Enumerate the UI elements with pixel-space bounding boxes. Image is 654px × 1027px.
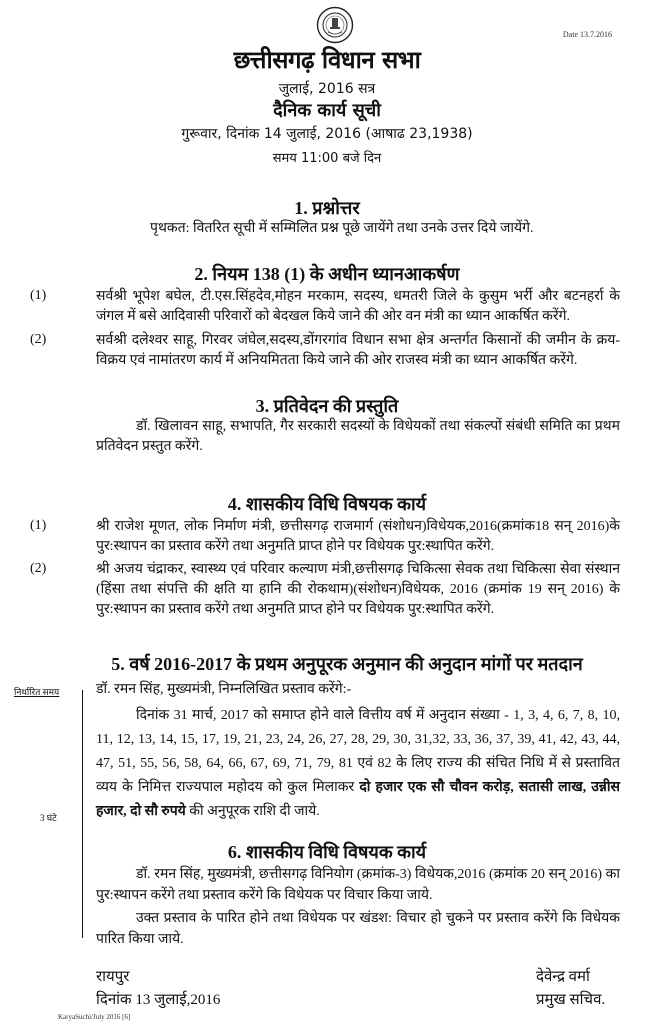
section-5-mover: डॉ. रमन सिंह, मुख्यमंत्री, निम्नलिखित प्रस्ताव करेंगे:- (96, 682, 352, 697)
allotted-time-label: निर्धारित समय (14, 687, 60, 697)
assembly-seal-icon (316, 6, 354, 44)
allotted-hours: 3 घंटे (40, 813, 57, 823)
grant-text: दिनांक 31 मार्च, 2017 को समाप्त होने वाले वित्तीय वर्ष में अनुदान संख्या - 1, 3, 4, 6, 7, 8, 10, 11, 12, 13, 14, 15, 17, 19, 21, 23, 24, 26, 27, 28, 29, 30, 31,32, 33, 36, 37, 39, 41, 42, 43, 44, 47, 51, 55, 56, 58, 64, 66, 67, 69, 71, 79, 81 एवं 82 के लिए राज्य की संचित निधि में से प्रस्तावित व्यय के निमित्त राज्यपाल महोदय को कुल मिलाकर (96, 708, 620, 795)
document-subtitle: दैनिक कार्य सूची (273, 100, 381, 121)
section-3-heading: 3. प्रतिवेदन की प्रस्तुति (255, 396, 399, 416)
grant-amount: दो हजार एक सौ चौवन करोड़, सतासी लाख, उन्नीस हजार, दो सौ रुपये (96, 780, 620, 819)
place: रायपुर (96, 969, 130, 985)
page-title: छत्तीसगढ़ विधान सभा (233, 46, 421, 74)
section-4-item-2: श्री अजय चंद्राकर, स्वास्थ्य एवं परिवार कल्याण मंत्री,छत्तीसगढ़ चिकित्सा सेवक तथा चिकित्सा सेवा संस्थान (हिंसा तथा संपत्ति की क्षति या हानि की रोकथाम)(संशोधन)विधेयक, 2016 (क्रमांक 19 सन् 2016) के पुर:स्थापन का प्रस्ताव करेंगे तथा अनुमति प्राप्त होने पर विधेयक पुर:स्थापित करेंगे. (96, 562, 620, 617)
section-6-heading: 6. शासकीय विधि विषयक कार्य (227, 842, 427, 862)
section-1-heading: 1. प्रश्नोत्तर (294, 198, 360, 218)
section-4-heading: 4. शासकीय विधि विषयक कार्य (227, 494, 427, 514)
meeting-time: समय 11:00 बजे दिन (272, 151, 382, 166)
section-5-text (96, 704, 620, 824)
section-3-text: डॉ. खिलावन साहू, सभापति, गैर सरकारी सदस्यों के विधेयकों तथा संकल्पों संबंधी समिति का प्रथम प्रतिवेदन प्रस्तुत करेंगे. (96, 419, 620, 454)
item-number: (1) (30, 518, 47, 533)
section-4-item-1: श्री राजेश मूणत, लोक निर्माण मंत्री, छत्तीसगढ़ राजमार्ग (संशोधन)विधेयक,2016(क्रमांक18 सन् 2016)के पुर:स्थापन का प्रस्ताव करेंगे तथा अनुमति प्राप्त होने पर विधेयक पुर:स्थापित करेंगे. (96, 519, 620, 554)
section-2-item-1: सर्वश्री भूपेश बघेल, टी.एस.सिंहदेव,मोहन मरकाम, सदस्य, धमतरी जिले के कुसुम भर्री और बटनहर्रा के जंगल में बसे आदिवासी परिवारों को बेदखल किये जाने की ओर वन मंत्री का ध्यान आकर्षित करेंगे. (96, 289, 620, 324)
section-1-text: पृथकत: वितरित सूची में सम्मिलित प्रश्न पूछे जायेंगे तथा उनके उत्तर दिये जायेंगे. (150, 221, 534, 236)
section-2-heading: 2. नियम 138 (1) के अधीन ध्यानआकर्षण (194, 264, 460, 284)
section-2-item-2: सर्वश्री दलेश्वर साहू, गिरवर जंघेल,सदस्य,डोंगरगांव विधान सभा क्षेत्र अन्तर्गत किसानों की जमीन के क्रय-विक्रय एवं नामांतरण कार्य में अनियमितता किये जाने की ओर राजस्व मंत्री का ध्यान आकर्षित करेंगे. (96, 333, 620, 368)
signatory-name: देवेन्द्र वर्मा (536, 969, 590, 985)
session-label: जुलाई, 2016 सत्र (278, 81, 376, 97)
issue-date: दिनांक 13 जुलाई,2016 (96, 992, 221, 1008)
time-bracket-line (82, 690, 83, 938)
signatory-title: प्रमुख सचिव. (536, 992, 606, 1008)
section-5-heading: 5. वर्ष 2016-2017 के प्रथम अनुपूरक अनुमान की अनुदान मांगों पर मतदान (111, 654, 583, 674)
item-number: (2) (30, 561, 47, 576)
meeting-date: गुरूवार, दिनांक 14 जुलाई, 2016 (आषाढ 23,1938) (181, 126, 473, 142)
item-number: (1) (30, 288, 47, 303)
date-stamp: Date 13.7.2016 (562, 30, 612, 39)
file-reference: KaryaSuchi/July 2016 [6] (58, 1013, 131, 1021)
section-6-para-1: डॉ. रमन सिंह, मुख्यमंत्री, छत्तीसगढ़ विनियोग (क्रमांक-3) विधेयक,2016 (क्रमांक 20 सन् 2016) का पुर:स्थापन करेंगे तथा प्रस्ताव करेंगे कि विधेयक पर विचार किया जाये. (96, 867, 620, 903)
item-number: (2) (30, 332, 47, 347)
section-6-para-2: उक्त प्रस्ताव के पारित होने तथा विधेयक पर खंडश: विचार हो चुकने पर प्रस्ताव करेंगे कि विधेयक पारित किया जाये. (96, 911, 620, 947)
grant-text-end: की अनुपूरक राशि दी जाये. (185, 804, 320, 819)
